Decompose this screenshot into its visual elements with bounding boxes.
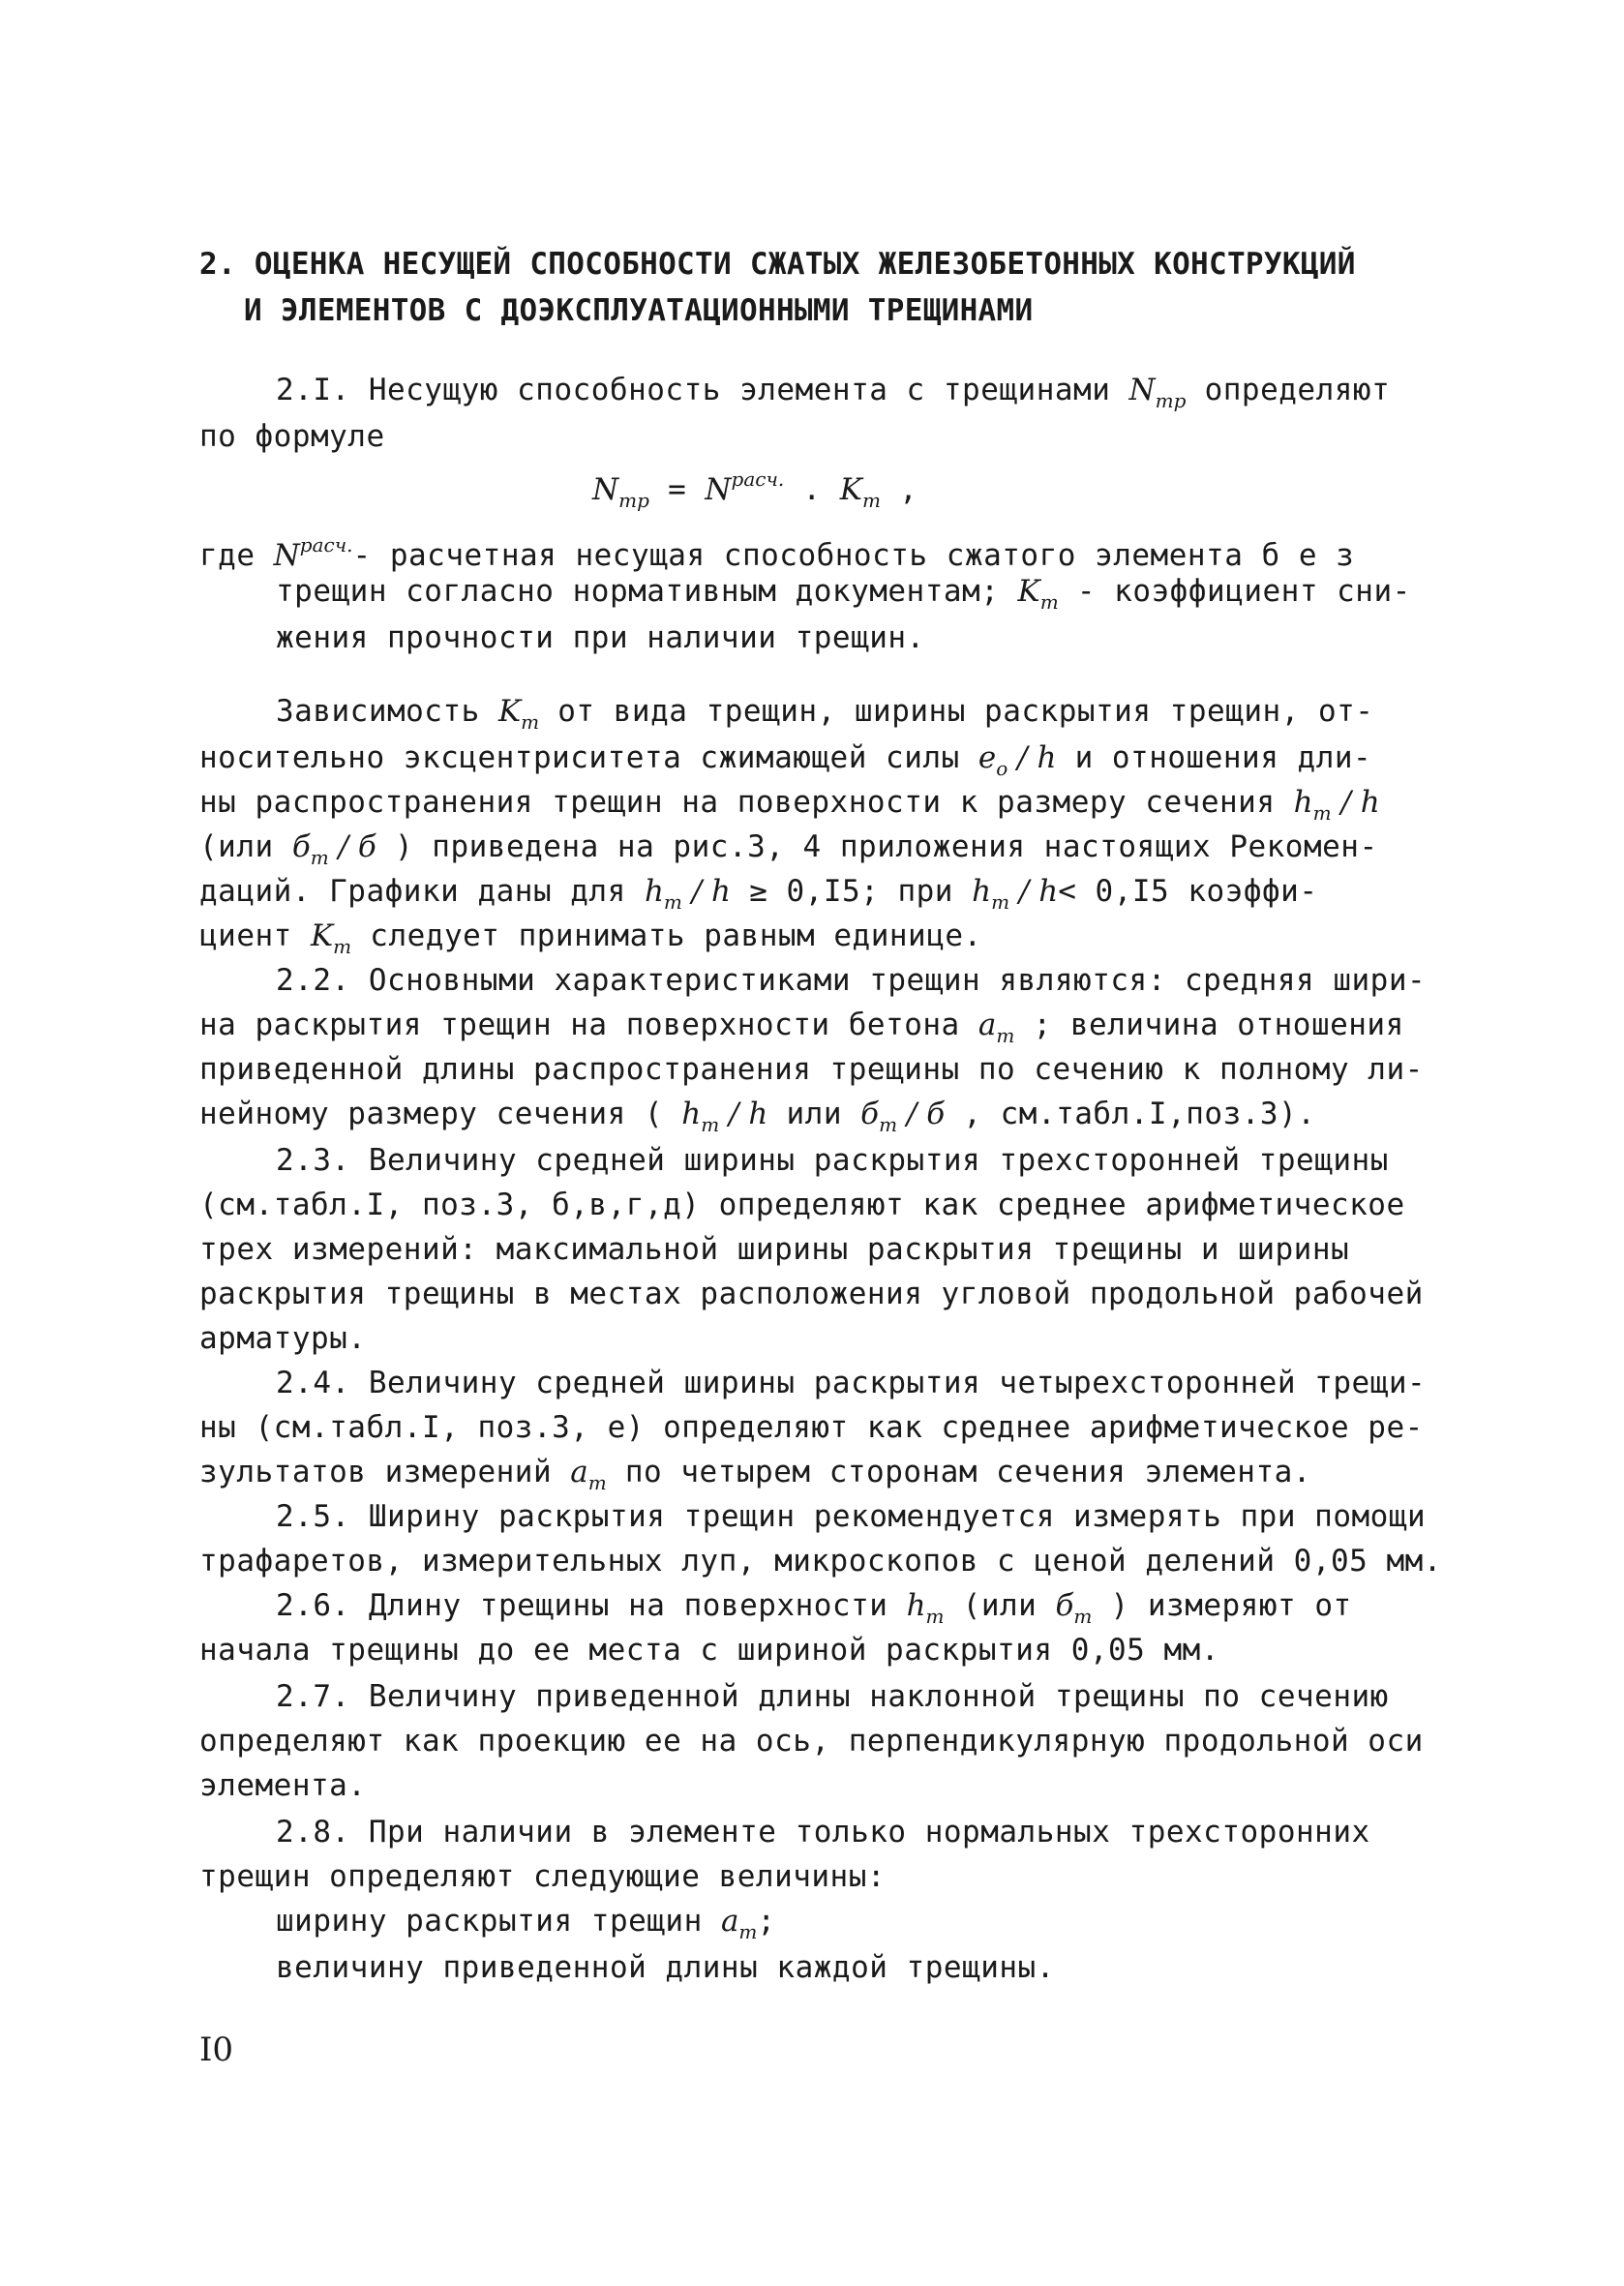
paragraph-2-8-line-3: ширину раскрытия трещин $a_т$; bbox=[276, 1904, 776, 1943]
paragraph-2-3-line-4: раскрытия трещины в местах расположения угловой продольной рабочей bbox=[199, 1277, 1424, 1311]
section-heading-line-1: 2. ОЦЕНКА НЕСУЩЕЙ СПОСОБНОСТИ СЖАТЫХ ЖЕЛЕЗОБЕТОННЫХ КОНСТРУКЦИЙ bbox=[199, 247, 1356, 282]
paragraph-2-8-line-4: величину приведенной длины каждой трещины. bbox=[276, 1950, 1055, 1985]
paragraph-2-1-line-3: где $N^{расч.}-$ расчетная несущая способность сжатого элемента б е з bbox=[199, 533, 1355, 573]
dependence-line-3: ны распространения трещин на поверхности к размеру сечения $h_т$ / h bbox=[199, 785, 1380, 825]
paragraph-2-1-line-4: трещин согласно нормативным документам; $K_т$ - коэффициент сни- bbox=[276, 574, 1411, 614]
paragraph-2-6-line-2: начала трещины до ее места с шириной раскрытия 0,05 мм. bbox=[199, 1633, 1219, 1668]
dependence-line-4: (или $б_т$ / б ) приведена на рис.3, 4 приложения настоящих Рекомен- bbox=[199, 829, 1378, 869]
dependence-line-2: носительно эксцентриситета сжимающей силы $e_o$ / h и отношения дли- bbox=[199, 740, 1372, 780]
paragraph-2-5-line-1: 2.5. Ширину раскрытия трещин рекомендуется измерять при помощи bbox=[276, 1499, 1427, 1534]
dependence-line-6: циент $K_т$ следует принимать равным единице. bbox=[199, 918, 982, 958]
paragraph-2-7-line-2: определяют как проекцию ее на ось, перпендикулярную продольной оси bbox=[199, 1724, 1424, 1759]
paragraph-2-3-line-5: арматуры. bbox=[199, 1321, 367, 1356]
paragraph-2-2-line-3: приведенной длины распространения трещины по сечению к полному ли- bbox=[199, 1052, 1424, 1087]
paragraph-2-2-line-1: 2.2. Основными характеристиками трещин являются: средняя шири- bbox=[276, 963, 1427, 998]
paragraph-2-3-line-3: трех измерений: максимальной ширины раскрытия трещины и ширины bbox=[199, 1232, 1350, 1267]
paragraph-2-8-line-1: 2.8. При наличии в элементе только нормальных трехсторонних bbox=[276, 1815, 1370, 1850]
paragraph-2-4-line-1: 2.4. Величину средней ширины раскрытия четырехсторонней трещи- bbox=[276, 1366, 1427, 1400]
paragraph-2-3-line-1: 2.3. Величину средней ширины раскрытия трехсторонней трещины bbox=[276, 1143, 1389, 1178]
paragraph-2-8-line-2: трещин определяют следующие величины: bbox=[199, 1859, 887, 1894]
paragraph-2-5-line-2: трафаретов, измерительных луп, микроскопов с ценой делений 0,05 мм. bbox=[199, 1544, 1442, 1579]
paragraph-2-4-line-3: зультатов измерений $a_т$ по четырем сторонам сечения элемента. bbox=[199, 1455, 1311, 1494]
paragraph-2-2-line-2: на раскрытия трещин на поверхности бетона $a_т$ ; величина отношения bbox=[199, 1008, 1404, 1047]
paragraph-2-4-line-2: ны (см.табл.I, поз.3, е) определяют как среднее арифметическое ре- bbox=[199, 1410, 1424, 1445]
section-heading-line-2: И ЭЛЕМЕНТОВ С ДОЭКСПЛУАТАЦИОННЫМИ ТРЕЩИНАМИ bbox=[244, 293, 1034, 328]
paragraph-2-1-line-2: по формуле bbox=[199, 419, 385, 454]
formula: $N_{тр} = N^{расч.}$ . $K_т$ , bbox=[592, 467, 918, 512]
paragraph-2-7-line-3: элемента. bbox=[199, 1768, 367, 1803]
paragraph-2-1-line-1: 2.I. Несущую способность элемента с трещинами $N_{тр}$ определяют bbox=[276, 373, 1391, 412]
paragraph-2-3-line-2: (см.табл.I, поз.3, б,в,г,д) определяют как среднее арифметическое bbox=[199, 1188, 1405, 1222]
paragraph-2-1-line-5: жения прочности при наличии трещин. bbox=[276, 620, 925, 655]
paragraph-2-2-line-4: нейному размеру сечения ( $h_т$ / h или $б_т$ / б , см.табл.I,поз.3). bbox=[199, 1097, 1316, 1136]
dependence-line-5: даций. Графики даны для $h_т / h \ge 0,I5$; при $h_т / h< 0,I5$ коэффи- bbox=[199, 874, 1318, 914]
dependence-line-1: Зависимость $K_т$ от вида трещин, ширины раскрытия трещин, от- bbox=[276, 694, 1374, 734]
paragraph-2-7-line-1: 2.7. Величину приведенной длины наклонной трещины по сечению bbox=[276, 1679, 1389, 1714]
page-number: I0 bbox=[199, 2030, 234, 2069]
paragraph-2-6-line-1: 2.6. Длину трещины на поверхности $h_т$ (или $б_т$ ) измеряют от bbox=[276, 1588, 1352, 1628]
